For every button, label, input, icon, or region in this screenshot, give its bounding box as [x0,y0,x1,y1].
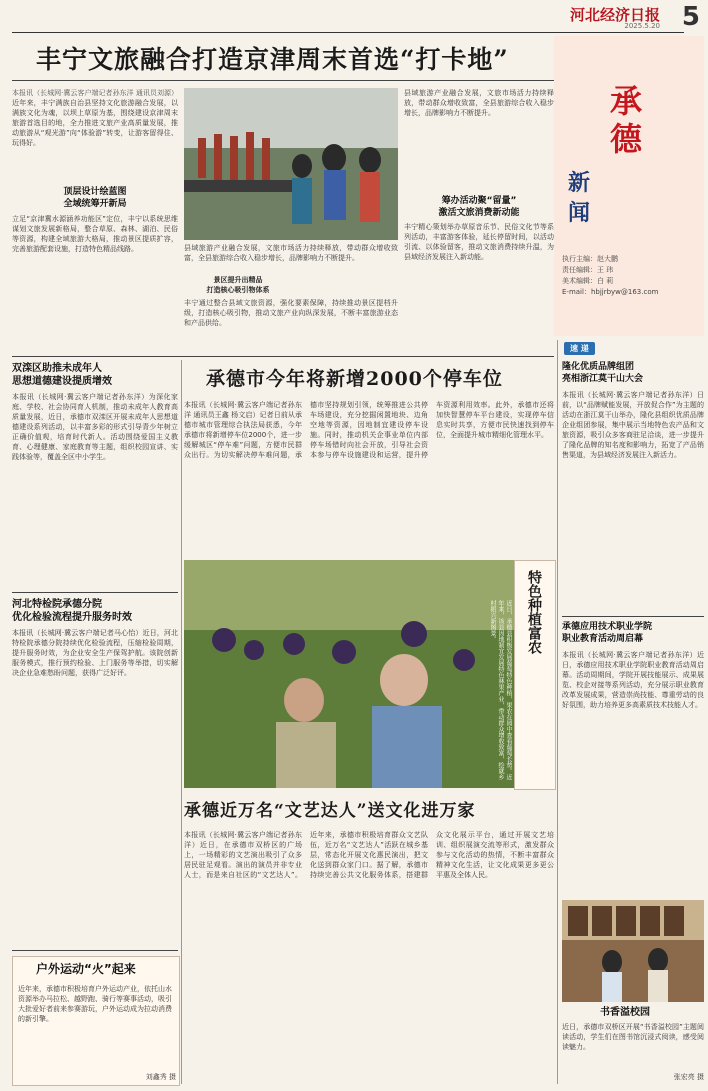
library-credit: 张宏亮 摄 [673,1073,704,1081]
college-headline: 承德应用技术职业学院 职业教育活动周启幕 [562,622,653,644]
lead-section-2-text-a: 县域旅游产业融合发展，文旅市场活力持续释放，带动群众增收致富，全县旅游综合收入稳步增长，品牌影响力不断提升。 [184,244,398,262]
section-char-2: 德 [610,120,643,158]
parking-headline: 承德市今年将新增2000个停车位 [206,368,503,390]
festival-photo [184,88,398,240]
column-divider-1 [181,360,182,1084]
left-divider-1 [12,592,178,593]
lead-headline: 丰宁文旅融合打造京津周末首选“打卡地” [36,45,509,74]
lead-subhead-1: 顶层设计绘蓝图 全域统筹开新局 [63,187,127,209]
section-banner [554,36,704,336]
grape-photo [184,560,514,788]
library-text: 近日，承德市双桥区开展“书香溢校园”主题阅读活动，学生们在图书馆沉浸式阅读，感受阅读魅力。 [562,1023,704,1051]
lead-col3-text: 县域旅游产业融合发展，文旅市场活力持续释放，带动群众增收致富，全县旅游综合收入稳步增长，品牌影响力不断提升。 [404,89,554,117]
artists-text: 本报讯（长城网·冀云客户端记者孙东洋）近日，在承德市双桥区的广场上，一场精彩的文艺演出吸引了众多居民驻足观看。演出的演员并非专业人士，而是来自社区的“文艺达人”。近年来，承德市积极培育群众文艺队伍，近万名“文艺达人”活跃在城乡基层，常态化开展文化惠民演出，把文化送到群众家门口。据了解，承德市持续完善公共文化服务体系，搭建群众文化展示平台，通过开展文艺培训、组织展演交流等形式，激发群众参与文化活动的热情，不断丰富群众精神文化生活，让文化成果更多更公平惠及全体人民。 [184,831,554,879]
tejian-headline: 河北特检院承德分院 优化检验流程提升服务时效 [12,599,132,623]
lead-intro: 本报讯（长城网·冀云客户端记者孙东洋 通讯员刘源）近年来，丰宁满族自治县坚持文化旅游融合发展，以满族文化为魂，以坝上草原为基，围绕建设京津周末旅游首选目的地，全力推进文旅产业高质量发展，推动旅游从“观光游”向“体验游”转变，让游客留得住、玩得好。 [12,89,178,147]
grape-caption: 近日，承德县积极发展葡萄特色种植，果农在园中查看葡萄长势。近年来，该县因地制宜发展特色林果产业，带动群众增收致富，绘就乡村振兴新图景。 [489,600,512,780]
column-divider-2 [557,340,558,1084]
outdoor-text: 近年来，承德市积极培育户外运动产业，依托山水资源举办马拉松、越野跑、骑行等赛事活动，吸引大批爱好者前来参赛游玩，户外运动成为拉动消费的新引擎。 [18,985,172,1023]
page-number: 5 [681,2,700,32]
college-text: 本报讯（长城网·冀云客户端记者孙东洋）近日，承德应用技术职业学院职业教育活动周启幕。活动周期间，学院开展技能展示、成果展览、校企对接等系列活动，充分展示职业教育改革发展成果，营造崇尚技能、尊重劳动的良好氛围，助力培养更多高素质技术技能人才。 [562,651,704,709]
lead-section-3-text: 丰宁精心策划举办草原音乐节、民俗文化节等系列活动，丰富游客体验，延长停留时间，以活动引流、以体验留客，推动文旅消费持续升温，为县域经济发展注入新动能。 [404,223,554,261]
longhua-text: 本报讯（长城网·冀云客户端记者孙东洋）日前，以“品牌赋能发展，开放促合作”为主题的活动在浙江莫干山举办，隆化县组织优质品牌企业组团参展，集中展示当地特色农产品和文旅资源，吸引众多客商驻足洽谈，进一步提升了隆化品牌的知名度和影响力，拓宽了产品销售渠道，为县域经济发展注入新活力。 [562,391,704,459]
library-photo [562,900,704,1002]
lead-section-1-text: 立足“京津冀水源涵养功能区”定位，丰宁以系统思维谋划文旅发展新格局，整合草原、森林、湖泊、民俗等资源，构建全域旅游大格局，推动景区提质扩容，完善旅游配套设施，打造特色精品线路。 [12,215,178,253]
parking-text: 本报讯（长城网·冀云客户端记者孙东洋 通讯员王鑫 杨文启）记者日前从承德市城市管理综合执法局获悉，今年承德市将新增停车位2000个，进一步缓解城区“停车难”问题，方便市民群众出行。为切实解决停车难问题，承德市坚持规划引领，统筹推进公共停车场建设，充分挖掘闲置地块、边角空地等资源，因地制宜建设停车设施。同时，推动机关企事业单位内部停车场错时向社会开放，引导社会资本参与停车设施建设和运营，提升停车资源利用效率。此外，承德市还将加快智慧停车平台建设，实现停车信息实时共享，方便市民快速找到停车位，全面提升城市精细化管理水平。 [184,401,554,459]
lead-section-2-text: 丰宁通过整合县域文旅资源，强化要素保障，持续推动景区提档升级，打造核心吸引物，推动文旅产业向纵深发展，不断丰富旅游业态和产品供给。 [184,299,398,327]
editor-info: 执行主编：赵大鹏 责任编辑：王 玮 美术编辑：白 莉 E-mail：hbjjrbyw@163.com [562,255,659,296]
photo-caption: 景区提升出精品 打造核心吸引物体系 [206,276,270,294]
longhua-headline: 隆化优质品牌组团 亮相浙江莫干山大会 [562,362,644,384]
lead-bottom-divider [12,356,554,357]
outdoor-headline: 户外运动“火”起来 [36,962,136,976]
brief-tag: 速 递 [564,342,595,355]
shuangluan-text: 本报讯（长城网·冀云客户端记者孙东洋）为深化家庭、学校、社会协同育人机制，推动未成年人教育高质量发展，近日，承德市双滦区开展未成年人思想道德建设系列活动，以丰富多彩的形式引导青少年树立正确价值观，培育时代新人。活动围绕爱国主义教育、心理健康、家庭教育等主题，组织校园宣讲、实践体验等，覆盖全区中小学生。 [12,393,178,461]
right-divider-1 [562,616,704,617]
tejian-text: 本报讯（长城网·冀云客户端记者马心怡）近日，河北特检院承德分院持续优化检验流程，压缩检验周期，提升服务时效，为企业安全生产保驾护航。该院创新服务模式，推行预约检验、上门服务等举措，切实解决企业急难愁盼问题，获得广泛好评。 [12,629,178,677]
artists-headline: 承德近万名“文艺达人”送文化进万家 [184,801,476,821]
library-headline: 书香溢校园 [600,1007,650,1018]
issue-date: 2025.5.20 [624,22,660,30]
section-char-3: 新 [568,170,591,196]
section-char-1: 承 [610,82,643,120]
paper-name: 河北经济日报 [569,6,660,24]
outdoor-credit: 刘鑫秀 摄 [145,1073,176,1081]
section-char-4: 闻 [568,200,591,226]
shuangluan-headline: 双滦区助推未成年人 思想道德建设提质增效 [12,363,112,387]
grape-headline: 特色种植富农 [526,570,542,654]
lead-divider [12,80,554,81]
left-divider-2 [12,950,178,951]
lead-subhead-2: 筹办活动聚“留量” 激活文旅消费新动能 [438,196,520,218]
